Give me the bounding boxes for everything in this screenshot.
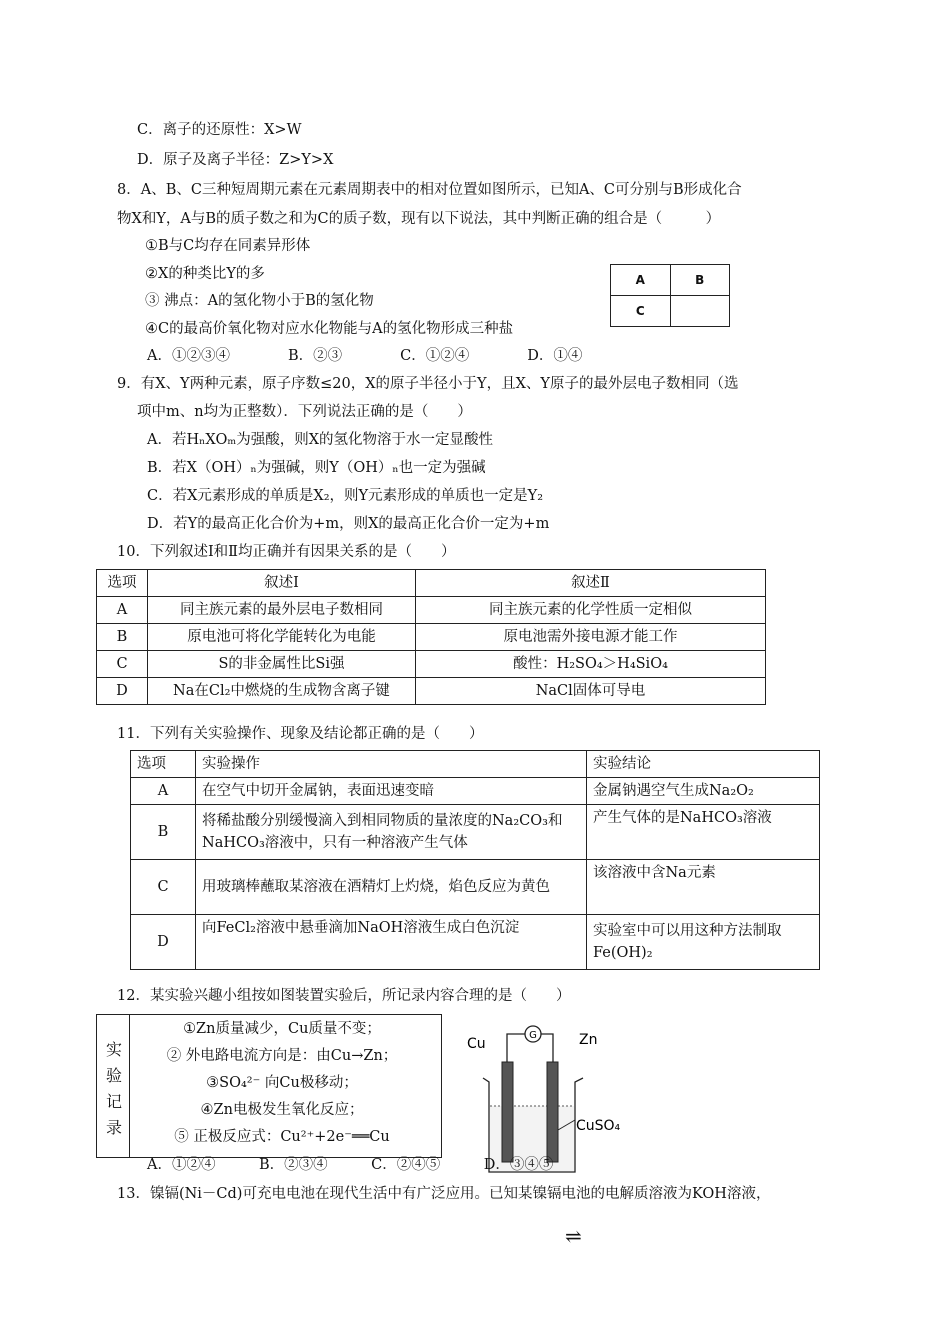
header-option: 选项 [97,570,148,597]
row-cell: 向FeCl₂溶液中悬垂滴加NaOH溶液生成白色沉淀 [196,915,587,970]
q13-stem: 13．镍镉(Ni－Cd)可充电电池在现代生活中有广泛应用。已知某镍镉电池的电解质溶液为KOH溶液， [117,1186,771,1202]
table-header-row [97,570,766,597]
row-cell: 将稀盐酸分别缓慢滴入到相同物质的量浓度的Na₂CO₃和NaHCO₃溶液中，只有一种溶液产生气体 [196,805,587,860]
q9-option-d: D．若Y的最高正化合价为+m，则X的最高正化合价一定为+m [147,516,550,532]
q9-option-b: B．若X（OH）ₙ为强碱，则Y（OH）ₙ也一定为强碱 [147,460,486,476]
row-label: C [131,860,196,915]
header-statement-1: 叙述Ⅰ [148,570,416,597]
galvanometer-label: G [529,1030,537,1041]
q10-table [96,569,766,705]
q8-statement-4: ④C的最高价氧化物对应水化物能与A的氢化物形成三种盐 [145,321,514,337]
row-cell: 同主族元素的化学性质一定相似 [416,597,766,624]
row-cell: 原电池可将化学能转化为电能 [148,624,416,651]
record-item-1: ①Zn质量减少，Cu质量不变； [183,1021,381,1037]
table-header-row [131,751,820,778]
row-label: B [97,624,148,651]
record-item-5: ⑤ 正极反应式：Cu²⁺+2e⁻══Cu [174,1129,390,1145]
table-row [97,651,766,678]
cu-label: Cu [467,1036,486,1052]
row-cell: 金属钠遇空气生成Na₂O₂ [587,778,820,805]
row-cell: Na在Cl₂中燃烧的生成物含离子键 [148,678,416,705]
q10-stem: 10．下列叙述Ⅰ和Ⅱ均正确并有因果关系的是（ ） [117,544,456,560]
header-operation: 实验操作 [196,751,587,778]
row-cell: 原电池需外接电源才能工作 [416,624,766,651]
table-row [97,597,766,624]
cu-electrode [502,1062,513,1162]
row-cell: S的非金属性比Si强 [148,651,416,678]
q8-stem-line1: 8．A、B、C三种短周期元素在元素周期表中的相对位置如图所示，已知A、C可分别与B形成化合 [117,182,742,198]
row-label: C [97,651,148,678]
record-item-4: ④Zn电极发生氧化反应； [200,1102,364,1118]
cell-a: A [611,265,671,296]
q11-stem: 11．下列有关实验操作、现象及结论都正确的是（ ） [117,726,484,742]
q7-option-c: C．离子的还原性：X>W [137,122,302,138]
cell-c: C [611,296,671,327]
row-cell: 在空气中切开金属钠，表面迅速变暗 [196,778,587,805]
table-row [131,915,820,970]
zn-electrode [547,1062,558,1162]
row-label: B [131,805,196,860]
cell-empty [670,296,729,327]
header-option: 选项 [131,751,196,778]
q8-statement-1: ①B与C均存在同素异形体 [145,238,311,254]
record-label: 实验记录 [105,1040,122,1137]
header-statement-2: 叙述Ⅱ [416,570,766,597]
q9-stem-line2: 项中m、n均为正整数）．下列说法正确的是（ ） [137,404,472,420]
q7-option-d: D．原子及离子半径：Z>Y>X [137,152,334,168]
q8-options: A．①②③④ B．②③ C．①②④ D．①④ [147,348,583,364]
q8-stem-line2: 物X和Y，A与B的质子数之和为C的质子数，现有以下说法，其中判断正确的组合是（ ） [117,211,721,227]
q8-statement-3: ③ 沸点：A的氢化物小于B的氢化物 [145,293,374,309]
cell-b: B [670,265,729,296]
q9-stem-line1: 9．有X、Y两种元素，原子序数≤20，X的原子半径小于Y，且X、Y原子的最外层电子数相同（选 [117,376,739,392]
record-item-3: ③SO₄²⁻ 向Cu极移动； [206,1075,358,1091]
row-cell: 同主族元素的最外层电子数相同 [148,597,416,624]
row-label: D [97,678,148,705]
q8-statement-2: ②X的种类比Y的多 [145,266,265,282]
row-label: A [131,778,196,805]
q12-options: A．①②④ B．②③④ C．②④⑤ D．③④⑤ [147,1157,554,1173]
q12-stem: 12．某实验兴趣小组按如图装置实验后，所记录内容合理的是（ ） [117,988,571,1004]
periodic-position-table [610,264,730,327]
row-cell: 该溶液中含Na元素 [587,860,820,915]
q9-option-a: A．若HₙXOₘ为强酸，则X的氢化物溶于水一定显酸性 [147,432,494,448]
row-cell: 用玻璃棒蘸取某溶液在酒精灯上灼烧，焰色反应为黄色 [196,860,587,915]
experiment-record-box [96,1014,442,1158]
zn-label: Zn [579,1032,598,1048]
equilibrium-arrows-icon: ⇌ [565,1224,582,1248]
q9-option-c: C．若X元素形成的单质是X₂，则Y元素形成的单质也一定是Y₂ [147,488,544,504]
row-label: D [131,915,196,970]
table-row [97,678,766,705]
table-row [131,805,820,860]
row-cell: 酸性：H₂SO₄＞H₄SiO₄ [416,651,766,678]
table-row [131,860,820,915]
table-row [97,624,766,651]
cuso4-label: CuSO₄ [576,1118,621,1134]
row-cell: 产生气体的是NaHCO₃溶液 [587,805,820,860]
row-cell: NaCl固体可导电 [416,678,766,705]
row-cell: 实验室中可以用这种方法制取Fe(OH)₂ [587,915,820,970]
table-row [131,778,820,805]
record-item-2: ② 外电路电流方向是：由Cu→Zn； [166,1048,398,1064]
header-conclusion: 实验结论 [587,751,820,778]
q11-table [130,750,820,970]
row-label: A [97,597,148,624]
